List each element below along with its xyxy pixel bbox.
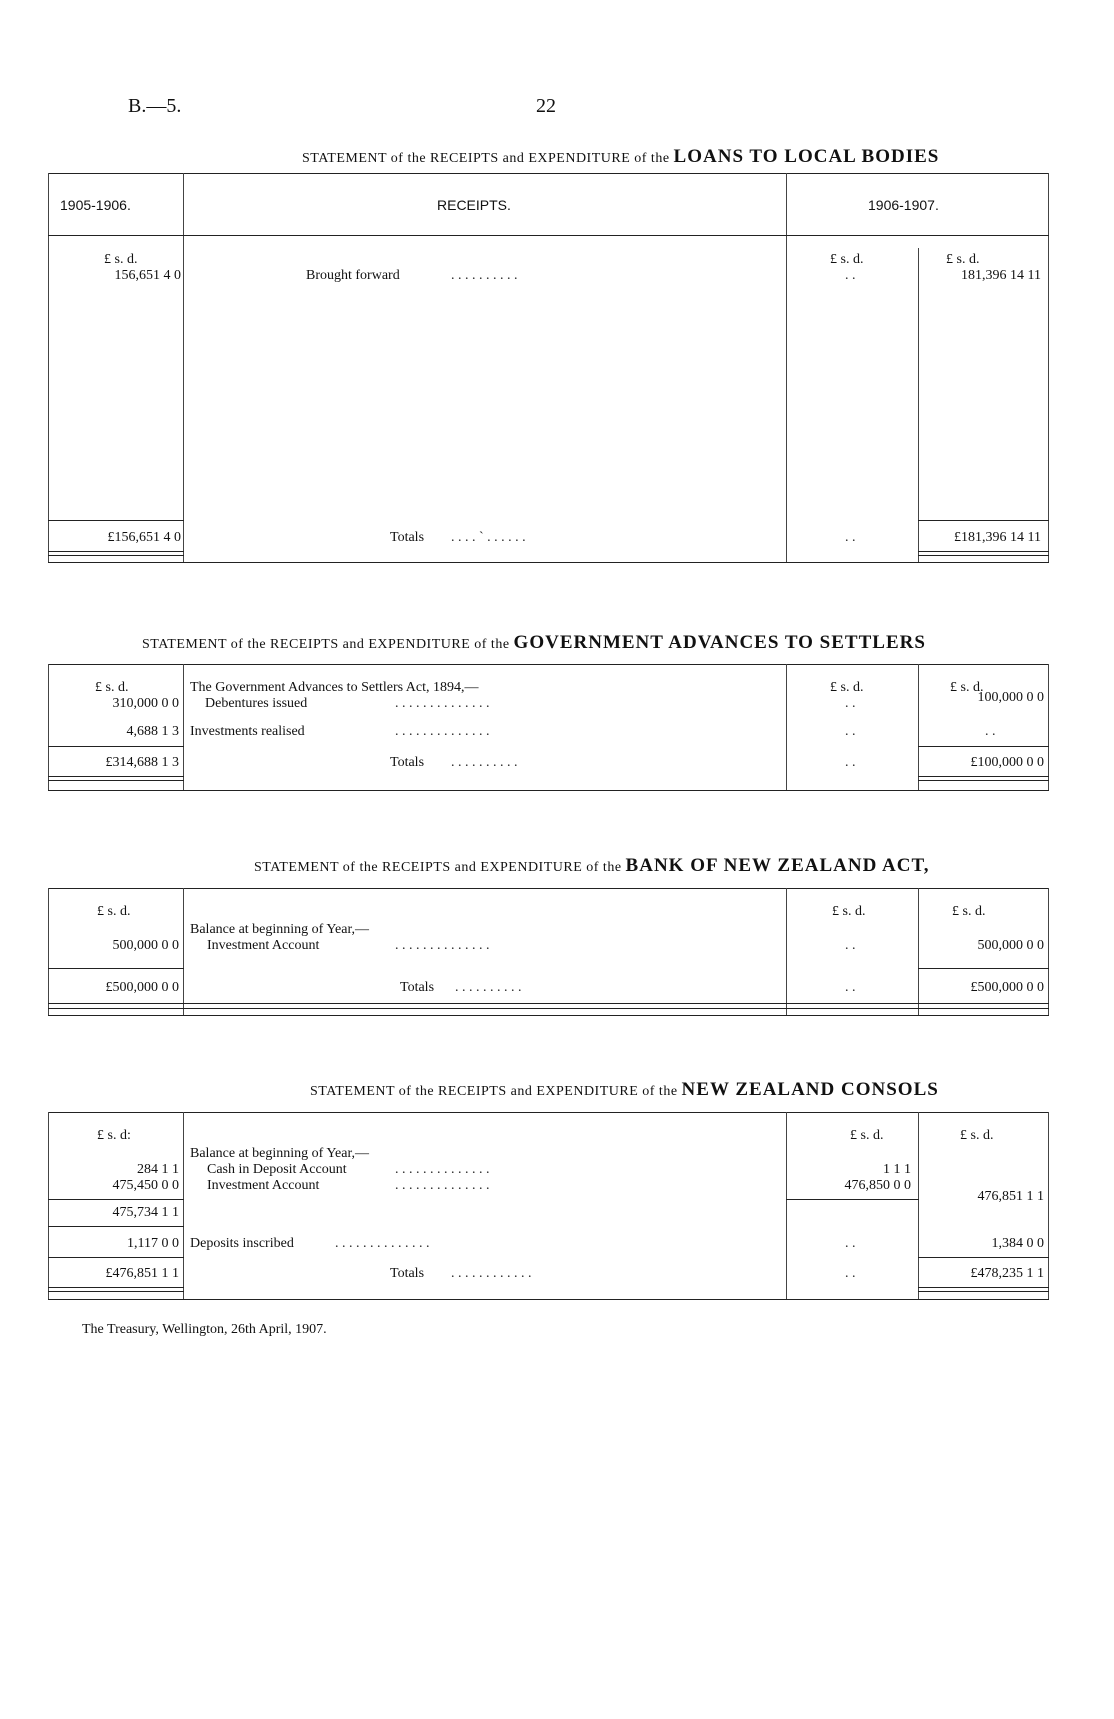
s1-right-sum-rule [918, 520, 1049, 521]
s4-invest-label: Investment Account [207, 1178, 320, 1193]
s2-right-double-rule-1 [918, 776, 1049, 777]
s4-deposits-right: 1,384 0 0 [991, 1236, 1044, 1251]
s1-bottom-rule [48, 562, 1049, 563]
s1-totals-dots: . . . . ˋ . . . . . . [451, 530, 526, 545]
s3-totals-left: £500,000 0 0 [105, 980, 179, 995]
s4-cash-mid: 1 1 1 [883, 1162, 911, 1177]
s4-left-sub-rule [48, 1199, 184, 1200]
s3-invest-right: 500,000 0 0 [977, 938, 1044, 953]
s3-col-divider-3 [918, 888, 919, 1016]
page-reference: B.—5. [128, 95, 182, 117]
s1-top-rule [48, 173, 1049, 174]
s4-right-edge [1048, 1112, 1049, 1300]
s1-right-double-rule-2 [918, 555, 1049, 556]
s3-totals-label: Totals [400, 980, 435, 995]
s4-bottom-rule [48, 1299, 1049, 1300]
s3-title-prefix: STATEMENT of the RECEIPTS and EXPENDITURE of the [254, 860, 622, 875]
s2-debentures-left: 310,000 0 0 [112, 696, 179, 711]
s2-debentures-mid: . . [845, 696, 856, 711]
s4-units-right: £ s. d. [960, 1128, 994, 1143]
s4-units-mid: £ s. d. [850, 1128, 884, 1143]
s2-invest-mid: . . [845, 724, 856, 739]
s2-invest-dots: . . . . . . . . . . . . . . [395, 724, 490, 739]
s2-units-right: £ s. d. [950, 680, 984, 695]
s1-totals-right: £181,396 14 11 [954, 530, 1041, 545]
s2-totals-label: Totals [390, 755, 425, 770]
s3-totals-dots: . . . . . . . . . . [455, 980, 522, 995]
s1-totals-mid: . . [845, 530, 856, 545]
s4-top-rule [48, 1112, 1049, 1113]
s1-brought-forward-label: Brought forward [306, 268, 400, 283]
s1-brought-forward-right: 181,396 14 11 [961, 268, 1041, 283]
s2-left-edge [48, 664, 49, 791]
s4-invest-dots: . . . . . . . . . . . . . . [395, 1178, 490, 1193]
s4-col-divider-3 [918, 1112, 919, 1300]
s3-units-mid: £ s. d. [832, 904, 866, 919]
s2-debentures-right: 100,000 0 0 [977, 690, 1044, 705]
s2-right-edge [1048, 664, 1049, 791]
s3-title [254, 855, 929, 877]
s1-col-header-left: 1905-1906. [60, 197, 131, 213]
s2-right-double-rule-2 [918, 780, 1049, 781]
s3-left-edge [48, 888, 49, 1016]
s2-top-rule [48, 664, 1049, 665]
s1-left-double-rule-2 [48, 555, 184, 556]
s1-totals-label: Totals [390, 530, 425, 545]
s2-left-double-rule-2 [48, 780, 184, 781]
s1-title [302, 146, 939, 168]
s4-balance-label: Balance at beginning of Year,— [190, 1146, 370, 1161]
s2-invest-right: . . [985, 724, 996, 739]
s2-col-divider-2 [786, 664, 787, 791]
s2-bottom-rule [48, 790, 1049, 791]
s2-left-sum-rule [48, 746, 184, 747]
s3-col-divider-1 [183, 888, 184, 1016]
s3-col-divider-2 [786, 888, 787, 1016]
s1-left-sum-rule [48, 520, 184, 521]
s4-cash-left: 284 1 1 [137, 1162, 179, 1177]
s4-left-sum-rule [48, 1257, 184, 1258]
s3-totals-mid: . . [845, 980, 856, 995]
s1-title-bold: LOANS TO LOCAL BODIES [673, 146, 940, 167]
s3-right-sum-rule [918, 968, 1049, 969]
s2-invest-left: 4,688 1 3 [126, 724, 179, 739]
s1-title-prefix: STATEMENT of the RECEIPTS and EXPENDITURE of the [302, 151, 670, 166]
s4-totals-label: Totals [390, 1266, 425, 1281]
s4-deposits-dots: . . . . . . . . . . . . . . [335, 1236, 430, 1251]
s3-units-right: £ s. d. [952, 904, 986, 919]
s2-totals-right: £100,000 0 0 [970, 755, 1044, 770]
s3-top-rule [48, 888, 1049, 889]
s3-right-edge [1048, 888, 1049, 1016]
s4-left-edge [48, 1112, 49, 1300]
s2-title [142, 632, 926, 654]
s4-left-double-rule-2 [48, 1291, 184, 1292]
s2-right-sum-rule [918, 746, 1049, 747]
s4-col-divider-2 [786, 1112, 787, 1300]
s2-invest-label: Investments realised [190, 724, 305, 739]
s3-bottom-rule [48, 1015, 1049, 1016]
s1-left-double-rule-1 [48, 551, 184, 552]
s1-header-rule [48, 235, 1049, 236]
s1-brought-forward-dots: . . . . . . . . . . [451, 268, 518, 283]
s4-totals-right: £478,235 1 1 [970, 1266, 1044, 1281]
s4-mid-sub-rule [786, 1199, 919, 1200]
s1-brought-forward-mid: . . [845, 268, 856, 283]
s3-double-rule-1 [48, 1003, 1049, 1004]
s1-units-mid: £ s. d. [830, 252, 864, 267]
s4-right-sum-rule [918, 1257, 1049, 1258]
s4-deposits-left: 1,117 0 0 [127, 1236, 179, 1251]
s4-totals-mid: . . [845, 1266, 856, 1281]
s3-units-left: £ s. d. [97, 904, 131, 919]
s3-invest-mid: . . [845, 938, 856, 953]
s3-invest-dots: . . . . . . . . . . . . . . [395, 938, 490, 953]
s2-units-left: £ s. d. [95, 680, 129, 695]
s1-left-edge [48, 173, 49, 563]
s3-title-bold: BANK OF NEW ZEALAND ACT, [625, 855, 930, 876]
s3-balance-label: Balance at beginning of Year,— [190, 922, 370, 937]
s4-deposits-mid: . . [845, 1236, 856, 1251]
s3-double-rule-2 [48, 1008, 1049, 1009]
s4-totals-dots: . . . . . . . . . . . . [451, 1266, 532, 1281]
s1-right-edge [1048, 173, 1049, 563]
s1-totals-left: £156,651 4 0 [107, 530, 181, 545]
s1-col-divider-2 [786, 173, 787, 563]
s1-col-divider-3 [918, 248, 919, 563]
s1-right-double-rule-1 [918, 551, 1049, 552]
s1-units-left: £ s. d. [104, 252, 138, 267]
s1-brought-forward-left: 156,651 4 0 [114, 268, 181, 283]
s2-col-divider-3 [918, 664, 919, 791]
s2-totals-dots: . . . . . . . . . . [451, 755, 518, 770]
s4-cash-label: Cash in Deposit Account [207, 1162, 347, 1177]
s2-left-double-rule-1 [48, 776, 184, 777]
s4-invest-mid: 476,850 0 0 [844, 1178, 911, 1193]
s1-col-header-mid: RECEIPTS. [437, 197, 511, 213]
footer-signature: The Treasury, Wellington, 26th April, 1907. [82, 1322, 327, 1337]
s1-col-header-right: 1906-1907. [868, 197, 939, 213]
s4-right-double-rule-1 [918, 1287, 1049, 1288]
s4-left-sub-rule-2 [48, 1226, 184, 1227]
s2-debentures-dots: . . . . . . . . . . . . . . [395, 696, 490, 711]
s4-deposits-label: Deposits inscribed [190, 1236, 294, 1251]
s4-right-double-rule-2 [918, 1291, 1049, 1292]
s2-units-mid: £ s. d. [830, 680, 864, 695]
s4-invest-left: 475,450 0 0 [112, 1178, 179, 1193]
s4-totals-left: £476,851 1 1 [105, 1266, 179, 1281]
s3-totals-right: £500,000 0 0 [970, 980, 1044, 995]
s1-col-divider-1 [183, 173, 184, 563]
s4-left-double-rule-1 [48, 1287, 184, 1288]
s3-left-sum-rule [48, 968, 184, 969]
s1-units-right: £ s. d. [946, 252, 980, 267]
s2-debentures-label: Debentures issued [205, 696, 308, 711]
page-number: 22 [536, 95, 556, 117]
s4-col-divider-1 [183, 1112, 184, 1300]
s2-title-bold: GOVERNMENT ADVANCES TO SETTLERS [513, 632, 926, 653]
s4-subtotal-right: 476,851 1 1 [977, 1189, 1044, 1204]
s2-col-divider-1 [183, 664, 184, 791]
s4-title [310, 1079, 939, 1101]
s4-title-prefix: STATEMENT of the RECEIPTS and EXPENDITURE of the [310, 1084, 678, 1099]
s2-title-prefix: STATEMENT of the RECEIPTS and EXPENDITURE of the [142, 637, 510, 652]
s3-invest-label: Investment Account [207, 938, 320, 953]
s2-totals-left: £314,688 1 3 [105, 755, 179, 770]
s3-invest-left: 500,000 0 0 [112, 938, 179, 953]
s4-units-left: £ s. d: [97, 1128, 131, 1143]
s2-act-label: The Government Advances to Settlers Act, 1894,— [190, 680, 479, 695]
s4-subtotal-left: 475,734 1 1 [112, 1205, 179, 1220]
s4-title-bold: NEW ZEALAND CONSOLS [681, 1079, 939, 1100]
s2-totals-mid: . . [845, 755, 856, 770]
s4-cash-dots: . . . . . . . . . . . . . . [395, 1162, 490, 1177]
